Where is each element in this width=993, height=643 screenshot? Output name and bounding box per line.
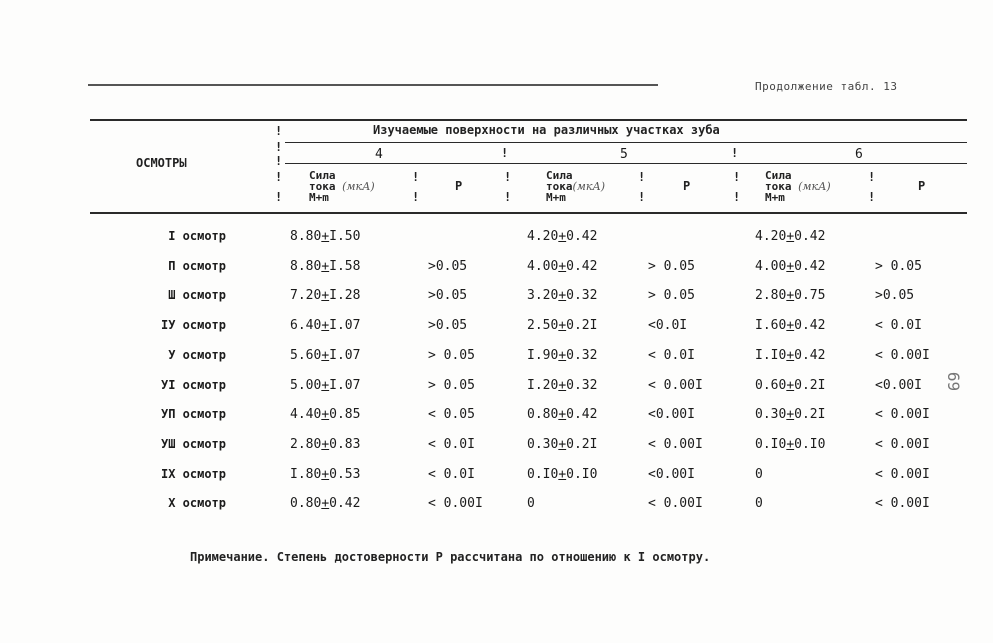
section-4-label: 4 [375,147,383,162]
visit-label: У осмотр [168,348,226,362]
force-header-6 [765,170,831,203]
current-value: 0 [527,496,535,511]
force-header-4 [309,170,375,203]
separator: ! [275,140,283,154]
visit-label: IX осмотр [160,467,226,481]
current-value: I.20+0.32 [527,378,598,393]
section-6-label: 6 [855,147,863,162]
visit-label: X осмотр [168,496,226,510]
p-value: <0.00I [875,378,922,393]
current-value: I.90+0.32 [527,348,598,363]
force-unit: (мкА) [342,180,375,193]
force-line2: тока [765,180,792,193]
p-header-4: P [455,179,463,193]
force-line3: M+m [546,191,566,204]
current-value: 8.80+I.50 [290,229,361,244]
p-value: <0.0I [648,318,688,333]
separator: ! [412,170,420,184]
header-bottom-rule [90,212,967,214]
p-value: < 0.00I [875,467,930,482]
p-header-6: P [918,179,926,193]
p-value: < 0.00I [648,496,703,511]
table-note: Примечание. Степень достоверности Р рассчитана по отношению к I осмотру. [190,550,711,564]
visit-label: IУ осмотр [160,318,226,332]
current-value: 5.00+I.07 [290,378,361,393]
current-value: 0 [755,496,763,511]
separator: ! [733,190,741,204]
p-value: > 0.05 [875,259,922,274]
page-number: 69 [944,371,964,392]
current-value: 4.20+0.42 [755,229,826,244]
current-value: 4.00+0.42 [755,259,826,274]
separator: ! [275,170,283,184]
group-title-rule [285,142,967,143]
current-value: 4.20+0.42 [527,229,598,244]
force-line2: тока [309,180,336,193]
force-header-5 [546,170,605,203]
current-value: 2.80+0.75 [755,288,826,303]
p-value: >0.05 [428,318,468,333]
p-value: < 0.00I [875,496,930,511]
separator: ! [638,170,646,184]
p-value: < 0.00I [875,348,930,363]
separator: ! [504,170,512,184]
p-value: <0.00I [648,467,695,482]
current-value: I.60+0.42 [755,318,826,333]
p-value: <0.00I [648,407,695,422]
separator: ! [504,190,512,204]
current-value: 0.I0+0.I0 [527,467,598,482]
p-value: < 0.0I [648,348,695,363]
separator: ! [275,124,283,138]
current-value: 0.60+0.2I [755,378,826,393]
force-line1: Сила [765,169,792,182]
section-5-label: 5 [620,147,628,162]
visit-label: УШ осмотр [160,437,226,451]
current-value: 0.80+0.42 [527,407,598,422]
current-value: 0.30+0.2I [755,407,826,422]
separator: ! [733,170,741,184]
p-value: >0.05 [428,288,468,303]
p-value: > 0.05 [648,259,695,274]
p-value: < 0.00I [648,378,703,393]
p-value: < 0.0I [875,318,922,333]
current-value: 0 [755,467,763,482]
visit-label: УI осмотр [160,378,226,392]
continuation-title: Продолжение табл. 13 [755,80,898,93]
row-label-header: ОСМОТРЫ [136,156,187,170]
force-line3: M+m [765,191,785,204]
current-value: 0.30+0.2I [527,437,598,452]
p-value: < 0.00I [428,496,483,511]
current-value: 8.80+I.58 [290,259,361,274]
current-value: 4.00+0.42 [527,259,598,274]
force-line2: тока [546,180,573,193]
force-line1: Сила [309,169,336,182]
current-value: 2.80+0.83 [290,437,361,452]
p-value: > 0.05 [648,288,695,303]
top-edge-line [88,84,658,86]
p-value: >0.05 [428,259,468,274]
force-unit: (мкА) [798,180,831,193]
current-value: 5.60+I.07 [290,348,361,363]
separator: ! [275,154,283,168]
current-value: 2.50+0.2I [527,318,598,333]
current-value: 7.20+I.28 [290,288,361,303]
current-value: 0.80+0.42 [290,496,361,511]
visit-label: П осмотр [168,259,226,273]
separator: ! [868,190,876,204]
separator: ! [638,190,646,204]
p-value: >0.05 [875,288,915,303]
p-value: < 0.00I [875,437,930,452]
p-value: > 0.05 [428,348,475,363]
separator: ! [412,190,420,204]
current-value: 6.40+I.07 [290,318,361,333]
separator: ! [501,146,509,160]
force-unit: (мкА) [572,180,606,193]
separator: ! [868,170,876,184]
separator: ! [275,190,283,204]
separator: ! [731,146,739,160]
force-line1: Сила [546,169,573,182]
p-value: < 0.0I [428,437,475,452]
current-value: I.I0+0.42 [755,348,826,363]
visit-label: УП осмотр [160,407,226,421]
current-value: I.80+0.53 [290,467,361,482]
table-top-rule [90,119,967,121]
p-value: > 0.05 [428,378,475,393]
visit-label: Ш осмотр [168,288,226,302]
visit-label: I осмотр [168,229,226,243]
p-value: < 0.0I [428,467,475,482]
current-value: 3.20+0.32 [527,288,598,303]
p-value: < 0.00I [875,407,930,422]
group-title: Изучаемые поверхности на различных участках зуба [373,123,720,137]
p-header-5: P [683,179,691,193]
force-line3: M+m [309,191,329,204]
p-value: < 0.00I [648,437,703,452]
section-rule [285,163,967,164]
current-value: 4.40+0.85 [290,407,361,422]
p-value: < 0.05 [428,407,475,422]
current-value: 0.I0+0.I0 [755,437,826,452]
